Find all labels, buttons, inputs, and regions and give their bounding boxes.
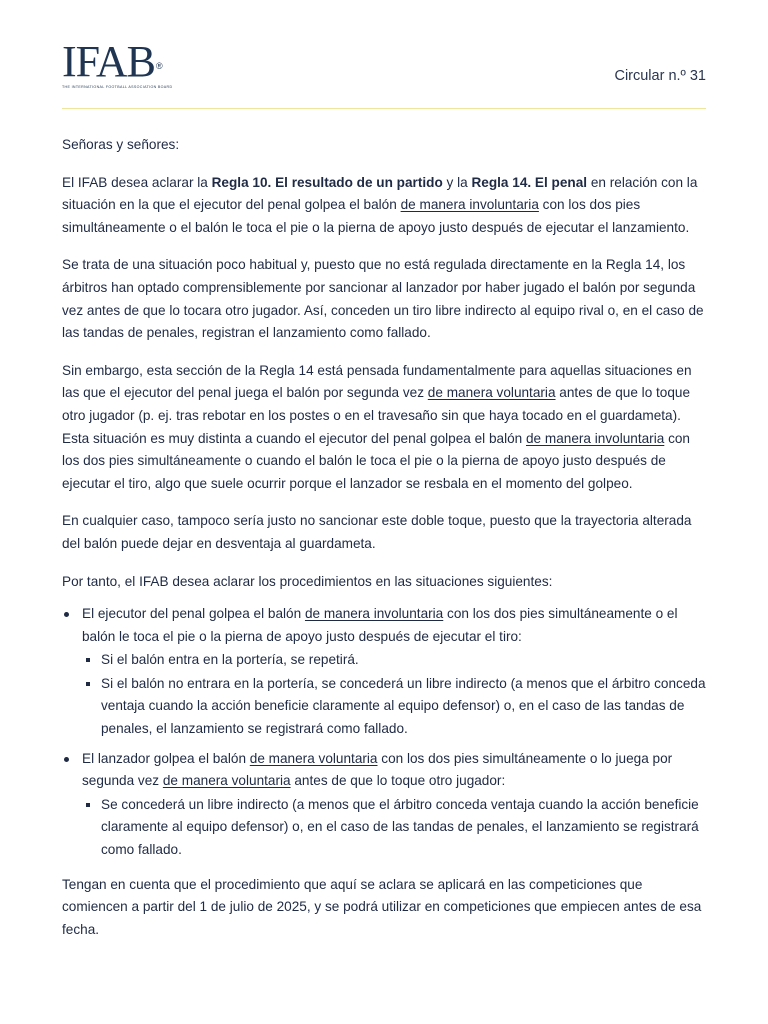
list-item: El ejecutor del penal golpea el balón de manera involuntaria con los dos pies simultáneamente o el balón le toca el pie o la pierna de apoyo justo después de ejecutar el tiro: Si el balón entra en la portería, se repetirá. Si el balón no entrara en la portería, se concederá un libre indirecto (a menos que el árbitro conceda ventaja cuando la acción beneficie claramente al equipo defensor) o, en el caso de las tandas de penales, el lanzamiento se registrará como fallado. [62,603,706,741]
list-item: El lanzador golpea el balón de manera voluntaria con los dos pies simultáneamente o lo juega por segunda vez de manera voluntaria antes de que lo toque otro jugador: Se concederá un libre indirecto (a menos que el árbitro conceda ventaja cuando la acción beneficie claramente al equipo defensor) o, en el caso de las tandas de penales, el lanzamiento se registrará como fallado. [62,748,706,862]
paragraph-5: Por tanto, el IFAB desea aclarar los procedimientos en las situaciones siguientes: [62,573,553,589]
page-header [62,0,706,109]
greeting: Señoras y señores: [62,137,180,152]
logo-tagline: THE INTERNATIONAL FOOTBALL ASSOCIATION BOARD [62,85,173,89]
logo-wordmark: IFAB® [62,37,162,86]
circular-number: Circular n.º 31 [614,68,706,84]
paragraph-6: Tengan en cuenta que el procedimiento que aquí se aclara se aplicará en las competiciones que comiencen a partir del 1 de julio de 2025, y se podrá utilizar en competiciones que empiecen antes de esa fecha. [62,876,702,937]
sub-list-item: Si el balón entra en la portería, se repetirá. [82,649,706,672]
sub-list-item: Se concederá un libre indirecto (a menos que el árbitro conceda ventaja cuando la acción beneficie claramente al equipo defensor) o, en el caso de las tandas de penales, el lanzamiento se registrará como fallado. [82,794,706,862]
paragraph-1: El IFAB desea aclarar la Regla 10. El resultado de un partido y la Regla 14. El penal en relación con la situación en la que el ejecutor del penal golpea el balón de manera involuntaria con los dos pies simultáneamente o el balón le toca el pie o la pierna de apoyo justo después de ejecutar el lanzamiento. [62,174,698,235]
paragraph-2: Se trata de una situación poco habitual y, puesto que no está regulada directamente en la Regla 14, los árbitros han optado comprensiblemente por sancionar al lanzador por haber jugado el balón por segunda vez antes de que lo tocara otro jugador. Así, conceden un tiro libre indirecto al equipo rival o, en el caso de las tandas de penales, registran el lanzamiento como fallado. [62,257,704,341]
document-body [62,109,706,941]
sub-list [82,794,706,862]
paragraph-4: En cualquier caso, tampoco sería justo no sancionar este doble toque, puesto que la trayectoria alterada del balón puede dejar en desventaja al guardameta. [62,513,692,551]
sub-list-item: Si el balón no entrara en la portería, se concederá un libre indirecto (a menos que el árbitro conceda ventaja cuando la acción beneficie claramente al equipo defensor) o, en el caso de las tandas de penales, el lanzamiento se registrará como fallado. [82,673,706,741]
ifab-logo [62,37,173,89]
paragraph-3: Sin embargo, esta sección de la Regla 14 está pensada fundamentalmente para aquellas situaciones en las que el ejecutor del penal juega el balón por segunda vez de manera voluntaria antes de que lo toque otro jugador (p. ej. tras rebotar en los postes o en el travesaño sin que haya tocado en el guardameta). Esta situación es muy distinta a cuando el ejecutor del penal golpea el balón de manera involuntaria con los dos pies simultáneamente o cuando el balón le toca el pie o la pierna de apoyo justo después de ejecutar el tiro, algo que suele ocurrir porque el lanzador se resbala en el momento del golpeo. [62,362,692,491]
procedures-list [62,603,706,862]
sub-list [82,649,706,740]
